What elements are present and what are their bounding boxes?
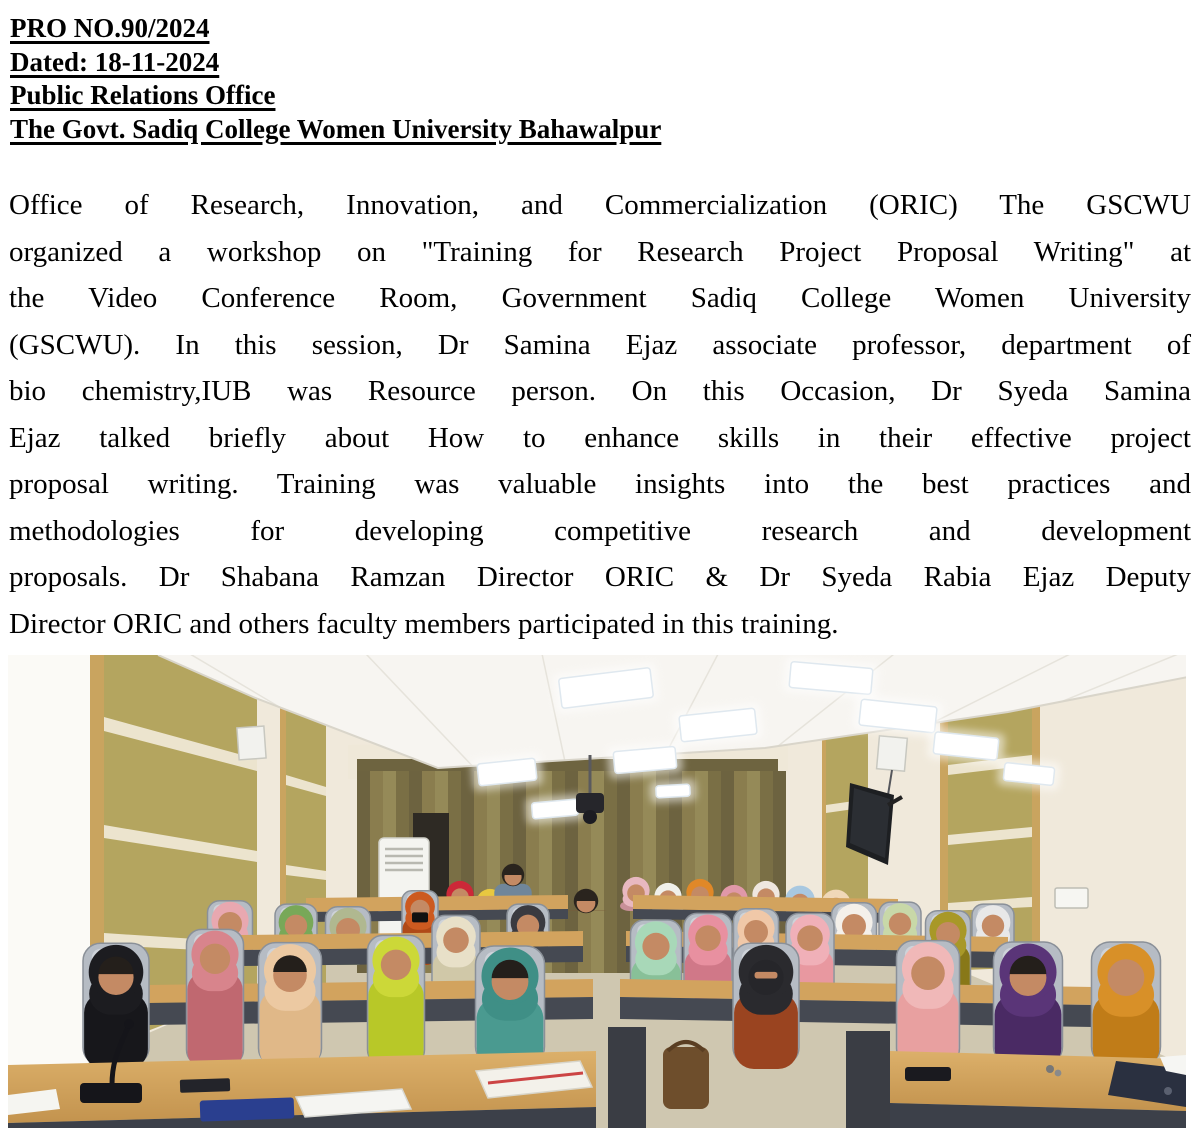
aisle-bag	[663, 1047, 709, 1109]
body-line: proposals. Dr Shabana Ramzan Director ORIC & Dr Syeda Rabia Ejaz Deputy	[9, 561, 1191, 593]
press-release-photo	[8, 655, 1186, 1128]
body-line: methodologies for developing competitive research and development	[9, 514, 1191, 547]
body-line: bio chemistry,IUB was Resource person. On this Occasion, Dr Syeda Samina	[9, 375, 1191, 407]
body-line: organized a workshop on "Training for Research Project Proposal Writing" at	[9, 235, 1191, 268]
conference-room-scene	[8, 655, 1186, 1128]
desk-phone-right	[905, 1067, 951, 1081]
body-line: Ejaz talked briefly about How to enhance skills in their effective project	[9, 421, 1191, 454]
body-line: Office of Research, Innovation, and Commercialization (ORIC) The GSCWU	[9, 189, 1191, 221]
blue-notebook	[200, 1097, 295, 1121]
office-line: Public Relations Office	[10, 80, 276, 110]
press-release-body	[9, 182, 1191, 647]
wall-speaker-left	[237, 726, 266, 760]
document-header	[10, 12, 661, 146]
body-line: the Video Conference Room, Government Sadiq College Women University	[9, 282, 1191, 314]
pro-number-line: PRO NO.90/2024	[10, 13, 210, 43]
light-switch	[1055, 888, 1088, 908]
desk-phone-left	[180, 1078, 230, 1093]
date-line: Dated: 18-11-2024	[10, 46, 220, 77]
university-line: The Govt. Sadiq College Women University Bahawalpur	[10, 113, 662, 144]
body-line: (GSCWU). In this session, Dr Samina Ejaz associate professor, department of	[9, 328, 1191, 361]
body-line: Director ORIC and others faculty members participated in this training.	[9, 607, 839, 640]
body-line: proposal writing. Training was valuable insights into the best practices and	[9, 468, 1191, 500]
